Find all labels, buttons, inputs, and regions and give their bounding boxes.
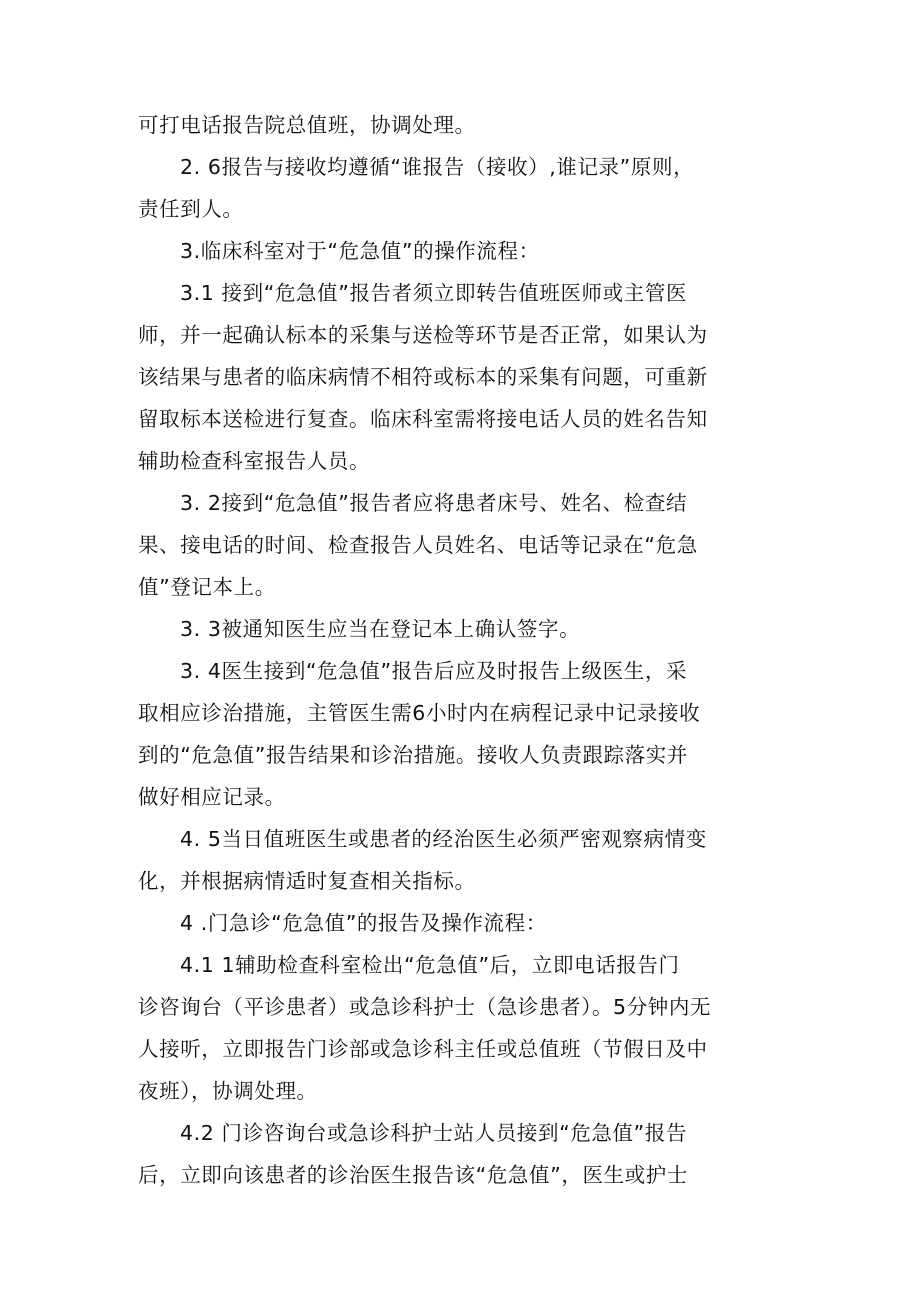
text-line: 3. 2接到“危急值”报告者应将患者床号、姓名、检查结: [180, 491, 688, 515]
text-line: 做好相应记录。: [138, 785, 286, 809]
paragraph: [138, 818, 788, 902]
paragraph: [138, 482, 788, 608]
text-line: 3. 3被通知医生应当在登记本上确认签字。: [180, 617, 581, 641]
text-line: 4 .门急诊“危急值”的报告及操作流程：: [180, 911, 547, 935]
text-line: 诊咨询台（平诊患者）或急诊科护士（急诊患者）。5分钟内无: [138, 995, 712, 1019]
text-line: 可打电话报告院总值班，协调处理。: [138, 113, 476, 137]
text-line: 果、接电话的时间、检查报告人员姓名、电话等记录在“危急: [138, 533, 698, 557]
document-page: [138, 104, 788, 1196]
paragraph: [138, 146, 788, 230]
paragraph: [138, 650, 788, 818]
paragraph: [138, 1112, 788, 1196]
paragraph: [138, 230, 788, 272]
text-line: 人接听，立即报告门诊部或急诊科主任或总值班（节假日及中: [138, 1037, 708, 1061]
text-line: 留取标本送检进行复查。临床科室需将接电话人员的姓名告知: [138, 407, 708, 431]
text-line: 夜班），协调处理。: [138, 1079, 318, 1103]
text-line: 师，并一起确认标本的采集与送检等环节是否正常，如果认为: [138, 323, 708, 347]
text-line: 3.临床科室对于“危急值”的操作流程：: [180, 239, 540, 263]
paragraph: [138, 944, 788, 1112]
text-line: 取相应诊治措施，主管医生需6小时内在病程记录中记录接收: [138, 701, 701, 725]
text-line: 4. 5当日值班医生或患者的经治医生必须严密观察病情变: [180, 827, 707, 851]
text-line: 3.1 接到“危急值”报告者须立即转告值班医师或主管医: [180, 281, 688, 305]
paragraph: [138, 104, 788, 146]
paragraph: [138, 608, 788, 650]
text-line: 到的“危急值”报告结果和诊治措施。接收人负责跟踪落实并: [138, 743, 688, 767]
text-line: 辅助检查科室报告人员。: [138, 449, 371, 473]
text-line: 化，并根据病情适时复查相关指标。: [138, 869, 476, 893]
text-line: 值”登记本上。: [138, 575, 276, 599]
text-line: 4.2 门诊咨询台或急诊科护士站人员接到“危急值”报告: [180, 1121, 688, 1145]
text-line: 4.1 1辅助检查科室检出“危急值”后，立即电话报告门: [180, 953, 680, 977]
paragraph: [138, 902, 788, 944]
text-line: 后，立即向该患者的诊治医生报告该“危急值”，医生或护士: [138, 1163, 688, 1187]
text-line: 3. 4医生接到“危急值”报告后应及时报告上级医生，采: [180, 659, 688, 683]
text-line: 责任到人。: [138, 197, 244, 221]
text-line: 2. 6报告与接收均遵循“谁报告（接收）,谁记录”原则，: [180, 155, 695, 179]
text-line: 该结果与患者的临床病情不相符或标本的采集有问题，可重新: [138, 365, 708, 389]
paragraph: [138, 272, 788, 482]
